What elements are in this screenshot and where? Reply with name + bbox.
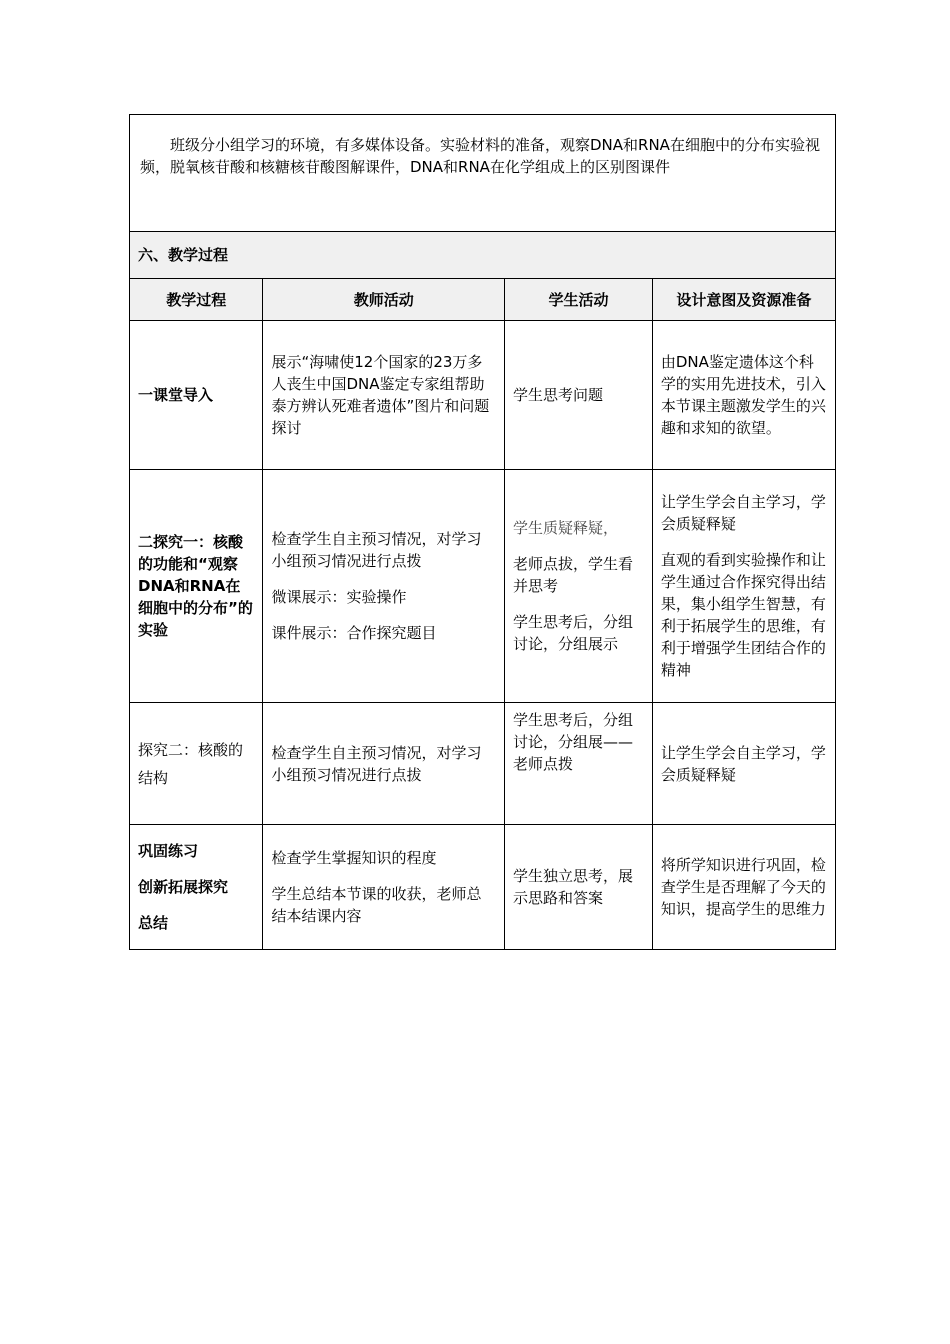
student-text: 学生质疑释疑， [513,519,619,537]
header-design-intent: 设计意图及资源准备 [652,279,835,321]
table-row [130,825,836,950]
design-intent-cell [652,825,835,950]
teacher-text: 展示“海啸使12个国家的23万多人丧生中国DNA鉴定专家组帮助泰方辨认死难者遗体”图片和问题探讨 [271,353,490,437]
student-text: 老师点拔，学生看并思考 [513,555,634,595]
environment-paragraph-cell [130,115,836,232]
table-row [130,321,836,470]
teacher-text: 检查学生自主预习情况，对学习小组预习情况进行点拨 [271,530,482,570]
header-process: 教学过程 [130,279,263,321]
student-text: 学生思考问题 [513,386,604,404]
process-cell [130,825,263,950]
header-student-activity: 学生活动 [505,279,653,321]
process-text: 巩固练习 [138,842,199,860]
table-row [130,470,836,703]
student-text: 学生独立思考，展示思路和答案 [513,867,634,907]
intent-text: 让学生学会自主学习，学会质疑释疑 [660,493,826,533]
student-text: 学生思考后，分组讨论，分组展——老师点拨 [513,711,634,773]
teacher-text: 检查学生掌握知识的程度 [271,849,437,867]
teacher-activity-cell [263,470,505,703]
teacher-text: 检查学生自主预习情况，对学习小组预习情况进行点拔 [271,743,482,784]
teacher-text: 微课展示：实验操作 [271,588,407,606]
intent-text: 直观的看到实验操作和让学生通过合作探究得出结果，集小组学生智慧，有利于拓展学生的思维，有利于增强学生团结合作的精神 [660,551,826,679]
intent-text: 将所学知识进行巩固，检查学生是否理解了今天的知识，提高学生的思维力 [660,856,826,918]
lesson-plan-sheet [129,114,836,950]
teacher-text: 课件展示：合作探究题目 [271,624,437,642]
process-text: 一课堂导入 [138,386,214,404]
teacher-activity-cell [263,321,505,470]
process-text: 创新拓展探究 [138,878,229,896]
teacher-activity-cell [263,825,505,950]
header-teacher-activity: 教师活动 [263,279,505,321]
teaching-process-table [129,114,836,950]
design-intent-cell [652,470,835,703]
student-activity-cell [505,470,653,703]
environment-paragraph: 班级分小组学习的环境，有多媒体设备。实验材料的准备，观察DNA和RNA在细胞中的分布实验视频，脱氧核苷酸和核糖核苷酸图解课件，DNA和RNA在化学组成上的区别图课件 [140,136,820,176]
intent-text: 由DNA鉴定遗体这个科学的实用先进技术，引入本节课主题激发学生的兴趣和求知的欲望。 [660,353,826,437]
teacher-text: 学生总结本节课的收获，老师总结本结课内容 [271,885,482,925]
student-activity-cell [505,703,653,825]
process-cell [130,321,263,470]
design-intent-cell [652,703,835,825]
process-text: 探究二：核酸的结构 [138,740,244,787]
table-header-row [130,279,836,321]
student-activity-cell [505,321,653,470]
intent-text: 让学生学会自主学习，学会质疑释疑 [660,743,826,784]
process-cell [130,470,263,703]
student-activity-cell [505,825,653,950]
process-text: 二探究一：核酸的功能和“观察DNA和RNA在细胞中的分布”的实验 [138,533,253,639]
process-cell [130,703,263,825]
process-text: 总结 [138,914,169,932]
student-text: 学生思考后，分组讨论，分组展示 [513,613,634,653]
design-intent-cell [652,321,835,470]
teacher-activity-cell [263,703,505,825]
table-row [130,703,836,825]
section-title: 六、教学过程 [130,232,836,279]
